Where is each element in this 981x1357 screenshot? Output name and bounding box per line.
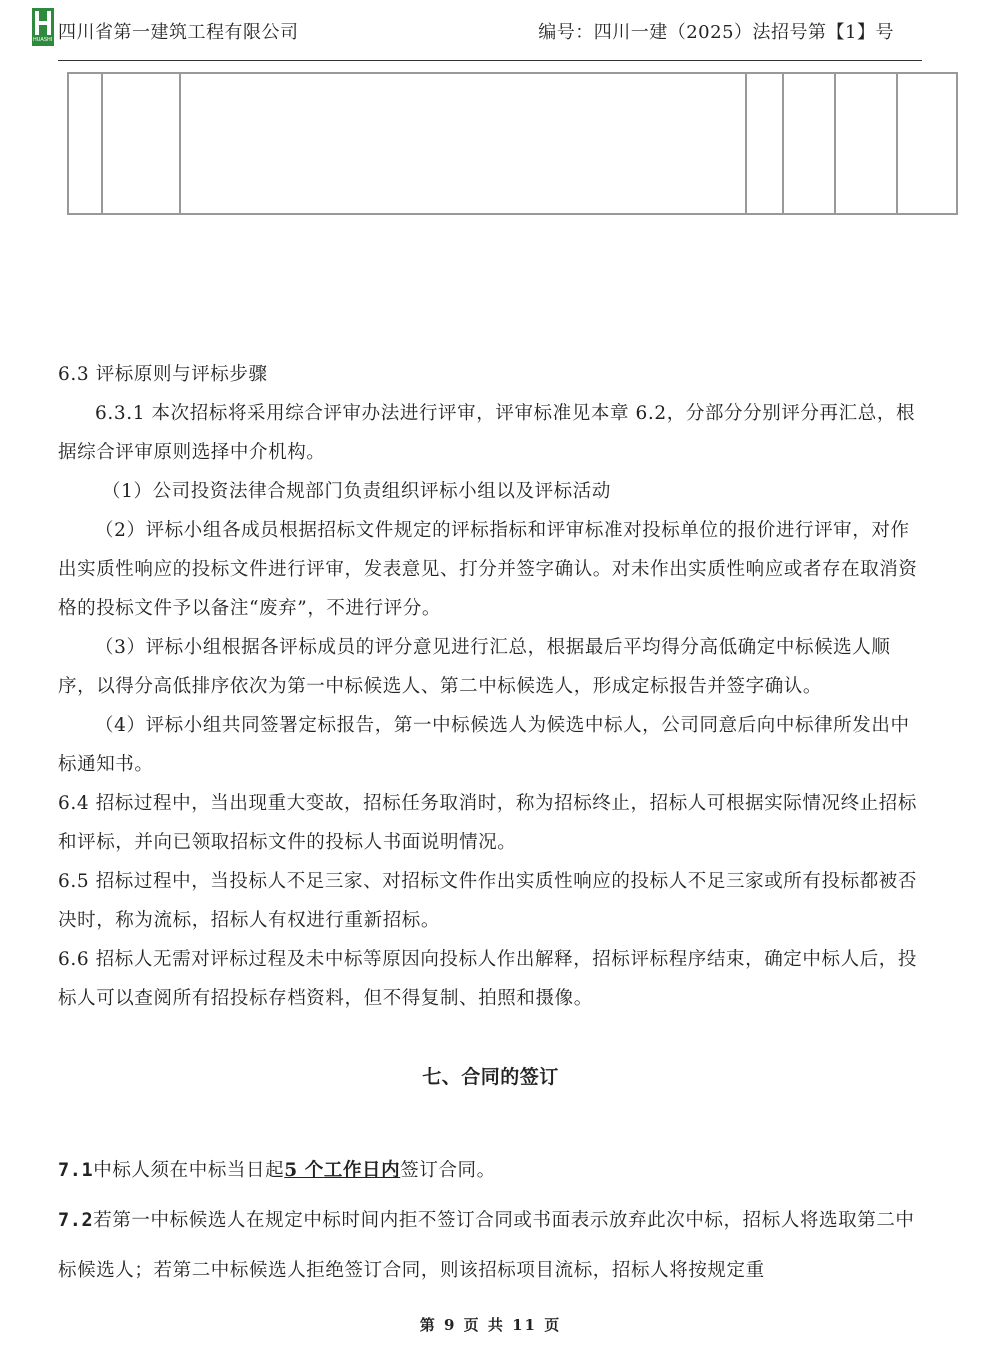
table-column-divider bbox=[782, 74, 784, 213]
section-6-content bbox=[58, 355, 926, 1018]
page-header bbox=[32, 8, 924, 62]
paragraph-step-1: （1）公司投资法律合规部门负责组织评标小组以及评标活动 bbox=[102, 481, 611, 502]
document-number: 编号：四川一建（2025）法招号第【1】号 bbox=[538, 22, 894, 43]
table-column-divider bbox=[834, 74, 836, 213]
paragraph-step-4: （4）评标小组共同签署定标报告，第一中标候选人为候选中标人，公司同意后向中标律所发出中标通知书。 bbox=[58, 715, 910, 775]
clause-text: 中标人须在中标当日起 bbox=[93, 1160, 285, 1181]
clause-text: 若第一中标候选人在规定中标时间内拒不签订合同或书面表示放弃此次中标，招标人将选取第二中标候选人；若第二中标候选人拒绝签订合同，则该招标项目流标，招标人将按规定重 bbox=[58, 1210, 915, 1281]
section-7-content bbox=[58, 1146, 926, 1296]
paragraph-6-5: 6.5 招标过程中，当投标人不足三家、对招标文件作出实质性响应的投标人不足三家或所有投标都被否决时，称为流标，招标人有权进行重新招标。 bbox=[58, 871, 918, 931]
paragraph-step-3: （3）评标小组根据各评标成员的评分意见进行汇总，根据最后平均得分高低确定中标候选人顺序，以得分高低排序依次为第一中标候选人、第二中标候选人，形成定标报告并签字确认。 bbox=[58, 637, 891, 697]
company-name: 四川省第一建筑工程有限公司 bbox=[58, 22, 299, 43]
paragraph-7-1 bbox=[58, 1146, 926, 1196]
paragraph-6-4: 6.4 招标过程中，当出现重大变故，招标任务取消时，称为招标终止，招标人可根据实际情况终止招标和评标，并向已领取招标文件的投标人书面说明情况。 bbox=[58, 793, 918, 853]
deadline-highlight: 5 个工作日内 bbox=[284, 1160, 401, 1181]
table-fragment bbox=[67, 72, 958, 215]
section-7-title: 七、合同的签订 bbox=[422, 1066, 559, 1088]
table-column-divider bbox=[179, 74, 181, 213]
clause-number: 7.2 bbox=[58, 1210, 94, 1231]
logo-text: HUASHI bbox=[33, 37, 53, 43]
paragraph-7-2 bbox=[58, 1196, 926, 1296]
table-column-divider bbox=[896, 74, 898, 213]
paragraph-6-3-1: 6.3.1 本次招标将采用综合评审办法进行评审，评审标准见本章 6.2，分部分分别评分再汇总，根据综合评审原则选择中介机构。 bbox=[58, 403, 916, 463]
paragraph-step-2: （2）评标小组各成员根据招标文件规定的评标指标和评审标准对投标单位的报价进行评审，对作出实质性响应的投标文件进行评审，发表意见、打分并签字确认。对未作出实质性响应或者存在取消资格的投标文件予以备注“废弃”，不进行评分。 bbox=[58, 520, 918, 619]
table-column-divider bbox=[101, 74, 103, 213]
header-divider bbox=[58, 60, 922, 61]
page-number: 第 9 页 共 11 页 bbox=[419, 1316, 562, 1334]
clause-number: 7.1 bbox=[58, 1160, 94, 1181]
clause-text: 签订合同。 bbox=[400, 1160, 496, 1181]
paragraph-6-6: 6.6 招标人无需对评标过程及未中标等原因向投标人作出解释，招标评标程序结束，确定中标人后，投标人可以查阅所有招投标存档资料，但不得复制、拍照和摄像。 bbox=[58, 949, 918, 1009]
paragraph-6-3: 6.3 评标原则与评标步骤 bbox=[58, 364, 268, 385]
table-column-divider bbox=[745, 74, 747, 213]
company-logo bbox=[32, 8, 54, 46]
